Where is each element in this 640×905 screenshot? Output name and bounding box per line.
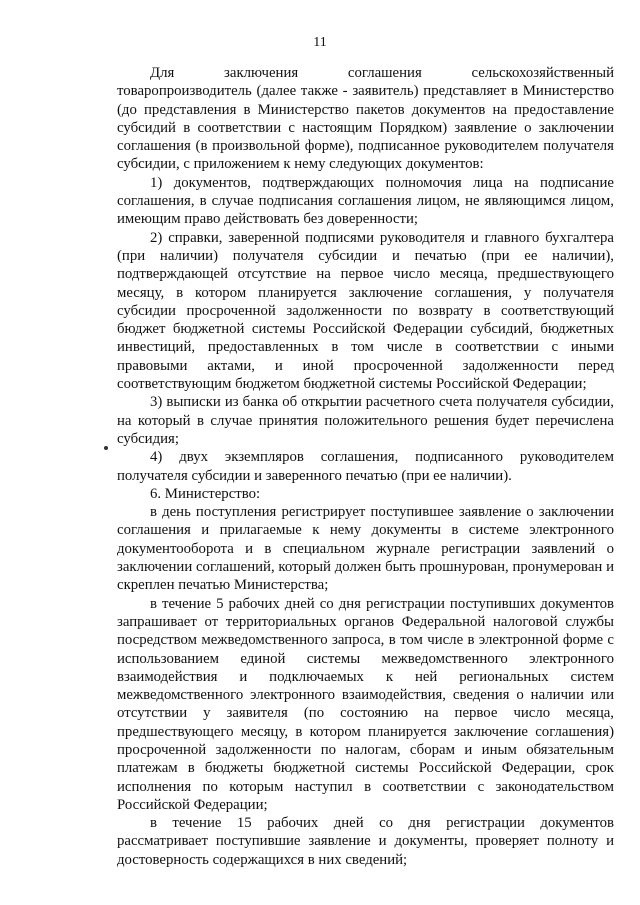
paragraph-item-1: 1) документов, подтверждающих полномочия лица на подписание соглашения, в случае подписания соглашения лицом, не являющимся лицом, имеющим право действовать без доверенности; [117,174,614,228]
paragraph-registration: в день поступления регистрирует поступившее заявление о заключении соглашения и прилагаемые к нему документы в системе электронного документооборота и в специальном журнале регистрации заявлений о заключении соглашений, который должен быть прошнурован, пронумерован и скреплен печатью Министерства; [117,504,614,594]
paragraph-request: в течение 5 рабочих дней со дня регистрации поступивших документов запрашивает от территориальных органов Федеральной налоговой службы посредством межведомственного запроса, в том числе в электронной форме с использованием единой системы межведомственного электронного взаимодействия и подключаемых к ней региональных систем межведомственного электронного взаимодействия, сведения о наличии или отсутствии у заявителя (по состоянию на первое число месяца, предшествующего месяцу, в котором планируется заключение соглашения) просроченной задолженности по налогам, сборам и иным обязательным платежам в бюджеты бюджетной системы Российской Федерации, срок исполнения по которым наступил в соответствии с законодательством Российской Федерации; [117,595,614,813]
document-body [117,64,614,869]
margin-dot [104,446,108,450]
paragraph-item-3: 3) выписки из банка об открытии расчетного счета получателя субсидии, на который в случае принятия положительного решения будет перечислена субсидия; [117,394,614,447]
paragraph-item-4: 4) двух экземпляров соглашения, подписанного руководителем получателя субсидии и заверенного печатью (при ее наличии). [117,449,614,484]
paragraph-item-2: 2) справки, заверенной подписями руководителя и главного бухгалтера (при наличии) получателя субсидии и печатью (при ее наличии), подтверждающей отсутствие на первое число месяца, предшествующего месяцу, в котором планируется заключение соглашения, у получателя субсидии просроченной задолженности по возврату в соответствующий бюджет бюджетной системы Российской Федерации субсидий, бюджетных инвестиций, предоставленных в том числе в соответствии с иными правовыми актами, и иной просроченной задолженности перед соответствующим бюджетом бюджетной системы Российской Федерации; [117,229,614,393]
paragraph-section-6: 6. Министерство: [150,485,261,502]
page-number: 11 [313,35,327,50]
paragraph-review: в течение 15 рабочих дней со дня регистрации документов рассматривает поступившие заявление и документы, проверяет полноту и достоверность содержащихся в них сведений; [117,815,614,868]
paragraph-intro: Для заключения соглашения сельскохозяйственный товаропроизводитель (далее также - заявитель) представляет в Министерство (до представления в Министерство пакетов документов на предоставление субсидий в соответствии с настоящим Порядком) заявление о заключении соглашения (в произвольной форме), подписанное руководителем получателя субсидии, с приложением к нему следующих документов: [117,65,614,173]
